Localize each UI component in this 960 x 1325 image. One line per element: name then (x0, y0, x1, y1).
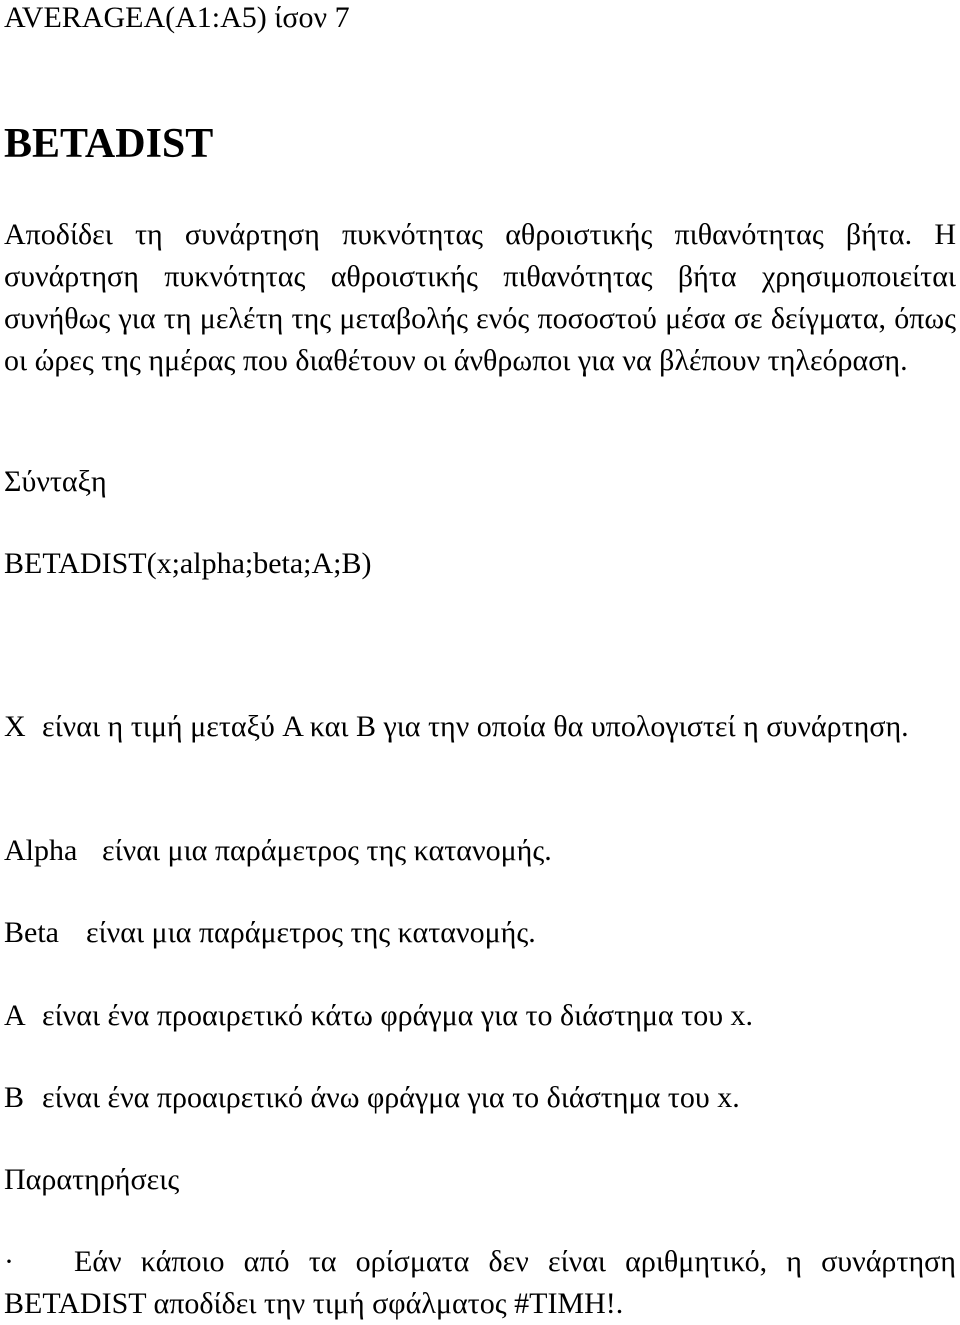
example-result-line: AVERAGEA(A1:A5) ίσον 7 (4, 1, 350, 34)
argument-term: A (4, 999, 26, 1032)
syntax-signature: BETADIST(x;alpha;beta;A;B) (4, 547, 372, 580)
argument-term: Beta (4, 916, 59, 949)
argument-term: B (4, 1081, 25, 1114)
remarks-heading: Παρατηρήσεις (4, 1163, 180, 1196)
argument-a (4, 995, 956, 1037)
argument-description: είναι μια παράμετρος της κατανομής. (102, 834, 552, 867)
argument-description: είναι μια παράμετρος της κατανομής. (86, 916, 536, 949)
argument-alpha (4, 830, 956, 872)
argument-b (4, 1077, 956, 1119)
argument-x (4, 706, 956, 748)
function-description: Αποδίδει τη συνάρτηση πυκνότητας αθροιστικής πιθανότητας βήτα. Η συνάρτηση πυκνότητας αθροιστικής πιθανότητας βήτα χρησιμοποιείται συνήθως για τη μελέτη της μεταβολής ενός ποσοστού μέσα σε δείγματα, όπως οι ώρες της ημέρας που διαθέτουν οι άνθρωποι για να βλέπουν τηλεόραση. (4, 218, 956, 377)
remark-text: Εάν κάποιο από τα ορίσματα δεν είναι αριθμητικό, η συνάρτηση BETADIST αποδίδει την τιμή σφάλματος #ΤΙΜΗ!. (4, 1245, 956, 1320)
argument-term: Alpha (4, 834, 78, 867)
argument-description: είναι ένα προαιρετικό άνω φράγμα για το διάστημα του x. (42, 1081, 740, 1114)
syntax-heading: Σύνταξη (4, 465, 107, 498)
function-title: BETADIST (4, 121, 214, 167)
bullet-icon: · (4, 1245, 14, 1278)
argument-description: είναι η τιμή μεταξύ A και B για την οποία θα υπολογιστεί η συνάρτηση. (42, 710, 909, 743)
argument-beta (4, 912, 956, 954)
argument-description: είναι ένα προαιρετικό κάτω φράγμα για το διάστημα του x. (42, 999, 754, 1032)
remark-item (4, 1241, 956, 1325)
argument-term: X (4, 710, 26, 743)
